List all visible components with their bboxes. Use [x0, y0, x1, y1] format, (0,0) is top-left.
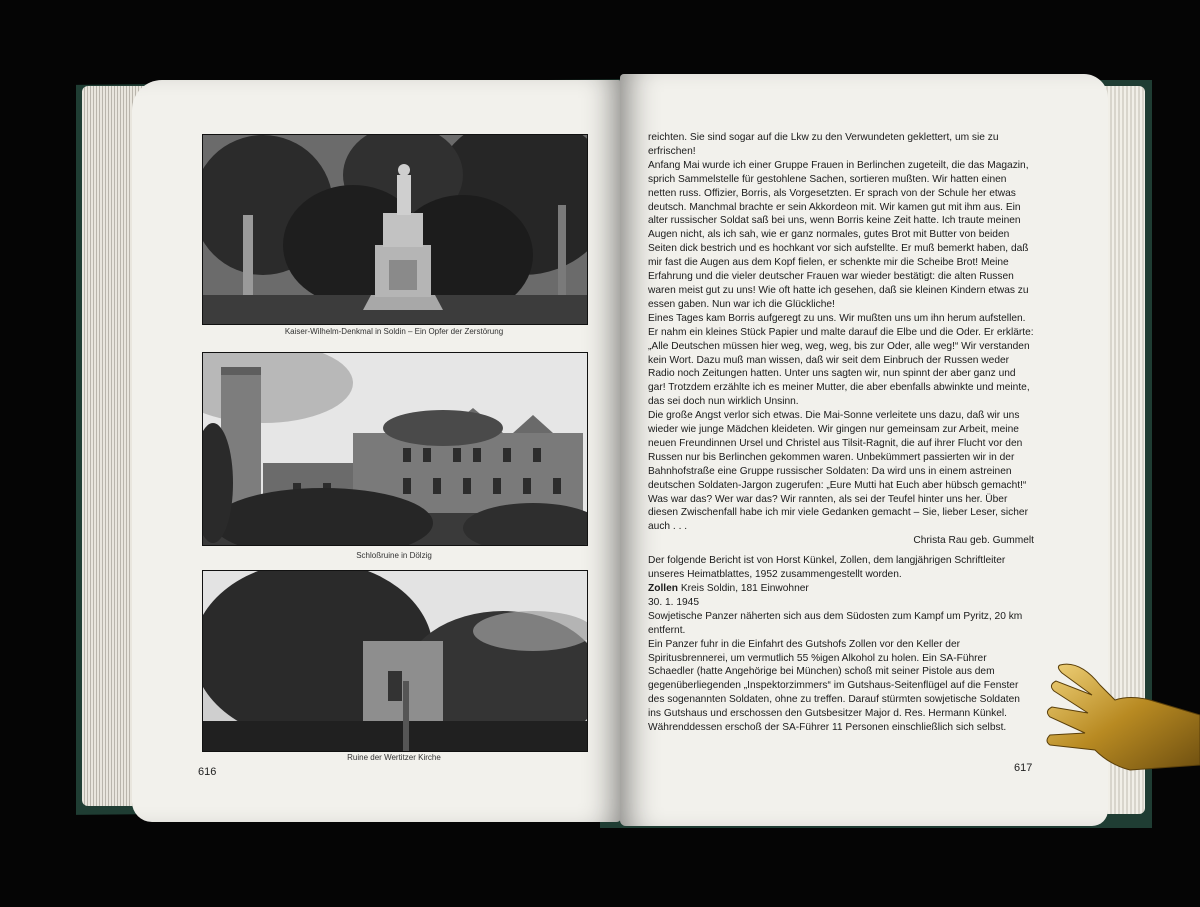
paragraph: Ein Panzer fuhr in die Einfahrt des Gutshofs Zollen vor den Keller der Spiritusbrennerei, um vermutlich 55 %igen Alkohol zu holen. Ein SA-Führer Schaedler (hatte Angehörige bei München) schoß mit seiner Pistole aus dem gegenüberliegenden „Inspektorzimmers“ im Gutshaus-Seitenflügel auf die Fenster des sogenannten Soldaten, ohne zu treffen. Darauf stürmten sowjetische Soldaten ins Gutshaus und erschossen den Gutsbesitzer Major d. Res. Hermann Künkel. Währenddessen erschoß der SA-Führer 11 Personen einschließlich sich selbst.	[648, 638, 1020, 734]
brass-hand-paperweight	[1040, 655, 1200, 780]
photo-kaiser-wilhelm-monument	[202, 134, 588, 325]
section-date: 30. 1. 1945	[648, 596, 699, 608]
page-number-left: 616	[198, 766, 217, 778]
intro-paragraph: Der folgende Bericht ist von Horst Künkel, Zollen, dem langjährigen Schriftleiter unseres Heimatblattes, 1952 zusammengestellt worden.	[648, 555, 1006, 581]
paragraph: Anfang Mai wurde ich einer Gruppe Frauen in Berlinchen zugeteilt, die das Magazin, sprich Sammelstelle für gestohlene Sachen, sortieren mußten. Wir hatten einen netten russ. Offizier, Borris, als Vorgesetzten. Er sprach von der Schule her etwas deutsch. Manchmal brachte er sein Akkordeon mit. Wir kamen gut mit ihm aus. Ein alter russischer Soldat saß bei uns, wenn Borris keine Zeit hatte. Ich traute meinen Augen nicht, als ich sah, wie er ganz normales, gutes Brot mit Butter von beiden Seiten dick bestrich und es hochkant vor sich aufstellte. Er muß bemerkt haben, daß mir fast die Augen aus dem Kopf fielen, er schenkte mir die Scheibe Brot! Meine Erfahrung und die vieler deutscher Frauen war wieder bestätigt: die alten Russen waren meist gut zu uns! Wie oft hatte ich gesehen, daß sie kleinen Kindern etwas zu essen gaben. Nun war ich die Glückliche!	[648, 159, 1029, 310]
caption-church-ruin: Ruine der Wertitzer Kirche	[347, 753, 441, 762]
page-number-right: 617	[1014, 762, 1033, 774]
caption-kaiser-wilhelm: Kaiser-Wilhelm-Denkmal in Soldin – Ein Opfer der Zerstörung	[284, 327, 504, 336]
caption-castle-ruin: Schloßruine in Dölzig	[356, 551, 432, 560]
heading-place: Zollen	[648, 583, 678, 594]
paragraph: reichten. Sie sind sogar auf die Lkw zu den Verwundeten geklettert, um sie zu erfrischen!	[648, 132, 999, 157]
signature: Christa Rau geb. Gummelt	[913, 535, 1034, 547]
paragraph: Was war das? Wer war das? Wir rannten, als sei der Teufel hinter uns her. Über diesen Zwischenfall habe ich mir viele Gedanken gemacht – Sie, lieber Leser, sicher auch . . .	[648, 493, 1028, 533]
paragraph: Sowjetische Panzer näherten sich aus dem Südosten zum Kampf um Pyritz, 20 km entfernt.	[648, 610, 1023, 636]
photo-castle-ruin	[202, 352, 588, 546]
photo-church-ruin	[202, 570, 588, 752]
heading-detail: Kreis Soldin, 181 Einwohner	[678, 583, 809, 594]
paragraph: Eines Tages kam Borris aufgeregt zu uns. Wir mußten uns um ihn herum aufstellen. Er nahm ein kleines Stück Papier und malte darauf die Elbe und die Oder. Er erklärte: „Alle Deutschen müssen hier weg, weg, weg, bis zur Oder, alle weg!“ Wir verstanden kein Wort. Dazu muß man wissen, daß wir seit dem Einbruch der Russen weder Radio noch Zeitungen hatten. Unter uns sagten wir, nun spinnt der aber ganz und gar! Trotzdem erzählte ich es meiner Mutter, die aber ebenfalls abwinkte und meinte, das sei doch nun wirklich Unsinn.	[648, 312, 1034, 408]
paragraph: Die große Angst verlor sich etwas. Die Mai-Sonne verleitete uns dazu, daß wir uns wieder wie junge Mädchen kleideten. Wir gingen nur gemeinsam zur Arbeit, meine neuen Freundinnen Ursel und Christel aus Tilsit-Ragnit, die auf ihrer Flucht vor den Russen nur bis Berlinchen gekommen waren. Unbekümmert passierten wir in der Bahnhofstraße eine Gruppe russischer Soldaten: Da wird uns in einem astreinen deutschen Soldaten-Jargon zugerufen: „Eure Mutti hat Euch aber hübsch gemacht!“	[648, 410, 1027, 491]
right-page-text	[648, 131, 1034, 735]
section-heading	[648, 582, 1034, 596]
